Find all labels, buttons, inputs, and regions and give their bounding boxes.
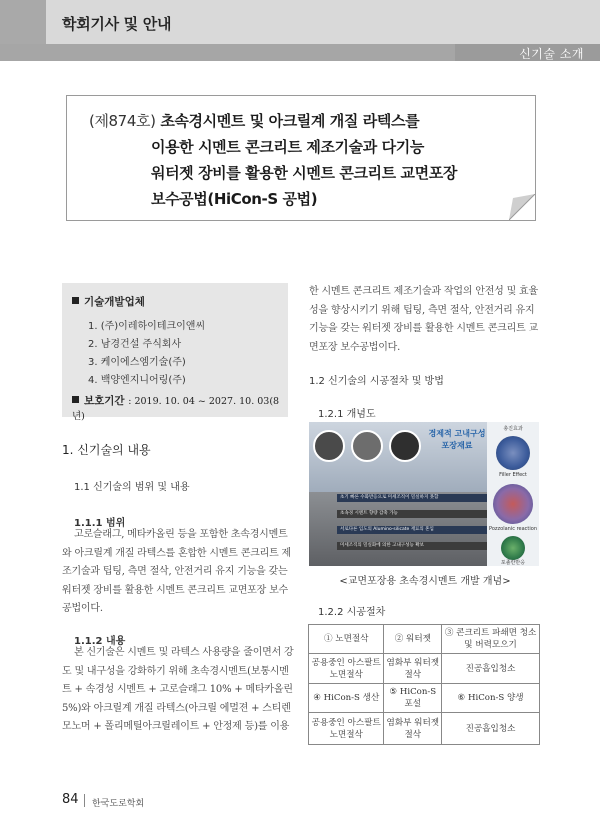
header-band — [0, 0, 600, 44]
info-box — [62, 283, 288, 422]
figure-bar: 초속경 시멘트 향량 감축 가능 — [337, 510, 487, 518]
table-cell: ⑤ HiCon-S 포설 — [384, 684, 442, 713]
concept-figure — [309, 422, 539, 566]
square-bullet-icon — [72, 396, 79, 403]
table-cell: 진공흡입청소 — [442, 654, 540, 684]
table-row — [309, 625, 540, 654]
paragraph-continued: 한 시멘트 콘크리트 제조기술과 작업의 안전성 및 효율 성을 향상시키기 위해 팁팅, 측면 절삭, 안전거리 유지 기능을 갖는 워터젯 장비를 활용한 시멘트 콘크리트 교 면포장 보수공법이다. — [309, 286, 538, 353]
figure-side-panel: 총진효과 Filler Effect Pozzolanic reaction 포졸란반응 — [487, 422, 539, 566]
period-value: : 2019. 10. 04 ~ 2027. 10. 03(8년) — [72, 396, 280, 422]
table-row — [309, 713, 540, 745]
figure-caption: <교면포장용 초속경시멘트 개발 개념> — [339, 576, 511, 587]
subsubsection-heading: 1.1.1 범위 — [74, 518, 126, 529]
title-line-4: 보수공법(HiCon-S 공법) — [151, 190, 318, 208]
table-cell: ② 워터젯 — [384, 625, 442, 654]
table-cell: ③ 콘크리트 파쇄면 청소 및 버력모으기 — [442, 625, 540, 654]
subsubsection-heading: 1.1.2 내용 — [74, 636, 126, 647]
table-cell: 염화부 워터젯 절삭 — [384, 713, 442, 745]
header-marker — [0, 0, 46, 44]
table-row — [309, 654, 540, 684]
table-cell: ④ HiCon-S 생산 — [309, 684, 384, 713]
figure-headline: 경제적 고내구성 포장재료 — [428, 429, 486, 450]
title-line-2: 이용한 시멘트 콘크리트 제조기술과 다기능 — [151, 138, 424, 156]
page-fold-icon — [509, 194, 535, 220]
table-row — [309, 684, 540, 713]
developer-item: 1. (주)이레하이테크이앤씨 — [88, 321, 206, 332]
subsection-heading: 1.2 신기술의 시공절차 및 방법 — [309, 376, 444, 387]
figure-bar: 미세조직의 밀실화에 의한 고내구성능 확보 — [337, 542, 487, 550]
section-heading: 1. 신기술의 내용 — [62, 443, 151, 457]
table-cell: 공용중인 아스팔트 노면절삭 — [309, 654, 384, 684]
title-box — [66, 95, 536, 221]
sub-header-band — [0, 44, 600, 61]
period-label: 보호기간 — [84, 395, 125, 407]
material-circle — [351, 430, 383, 462]
title-text-1: 초속경시멘트 및 아크릴계 개질 라텍스를 — [160, 112, 420, 130]
filler-particle-icon — [496, 436, 530, 470]
title-line-3: 워터젯 장비를 활용한 시멘트 콘크리트 교면포장 — [151, 164, 457, 182]
pozzolan-reaction-icon — [501, 536, 525, 560]
paragraph-content: 본 신기술은 시멘트 및 라텍스 사용량을 줄이면서 강 도 및 내구성을 강화하기 위해 초속경시멘트(보통시멘 트 + 속경성 시멘트 + 고로슬래그 10% + 메타카올린 5%)와 아크릴계 개질 라텍스(아크릴 에멀젼 + 스티렌 모노머 + 폴리메틸아크릴레이트 + 안정제 등)를 이용 — [62, 647, 294, 732]
section-title: 학회기사 및 안내 — [62, 15, 172, 33]
protection-period — [72, 393, 288, 422]
footer-divider — [84, 794, 85, 807]
developers-heading: 기술개발업체 — [72, 294, 145, 309]
table-cell: 염화부 워터젯 절삭 — [384, 654, 442, 684]
material-circle — [389, 430, 421, 462]
table-cell: ⑥ HiCon-S 양생 — [442, 684, 540, 713]
paragraph-scope: 고로슬래그, 메타카올린 등을 포함한 초속경시멘트 와 아크릴계 개질 라텍스를 혼합한 시멘트 콘크리트 제 조기술과 팁팅, 측면 절삭, 안전거리 유지 기능을 갖는 워터젯 장비를 활용한 시멘트 콘크리트 교면포장 보수 공법이다. — [62, 529, 291, 614]
particle-cluster-icon — [493, 484, 533, 524]
square-bullet-icon — [72, 297, 79, 304]
table-cell: ① 노면절삭 — [309, 625, 384, 654]
table-cell: 진공흡입청소 — [442, 713, 540, 745]
developer-item: 2. 남경건설 주식회사 — [88, 339, 182, 350]
developer-item: 3. 케이에스엠기술(주) — [88, 357, 186, 368]
material-circle — [313, 430, 345, 462]
developer-item: 4. 백양엔지니어링(주) — [88, 375, 186, 386]
sub-section-label: 신기술 소개 — [519, 47, 584, 61]
subsubsection-heading: 1.2.2 시공절차 — [318, 607, 386, 618]
title-number: (제874호) — [89, 112, 156, 130]
figure-bar: 초기 빠른 수화반응으로 미세조직이 밀실하지 못함 — [337, 494, 487, 502]
subsubsection-heading: 1.2.1 개념도 — [318, 409, 376, 420]
page-number: 84 — [62, 792, 79, 807]
footer-org-name: 한국도로학회 — [92, 799, 145, 809]
table-cell: 공용중인 아스팔트 노면절삭 — [309, 713, 384, 745]
title-line-1 — [89, 110, 419, 131]
procedure-table — [308, 624, 540, 745]
subsection-heading: 1.1 신기술의 범위 및 내용 — [74, 482, 190, 493]
figure-bar: 서로다른 입도의 Alumino-silicate 재료의 혼입 — [337, 526, 487, 534]
